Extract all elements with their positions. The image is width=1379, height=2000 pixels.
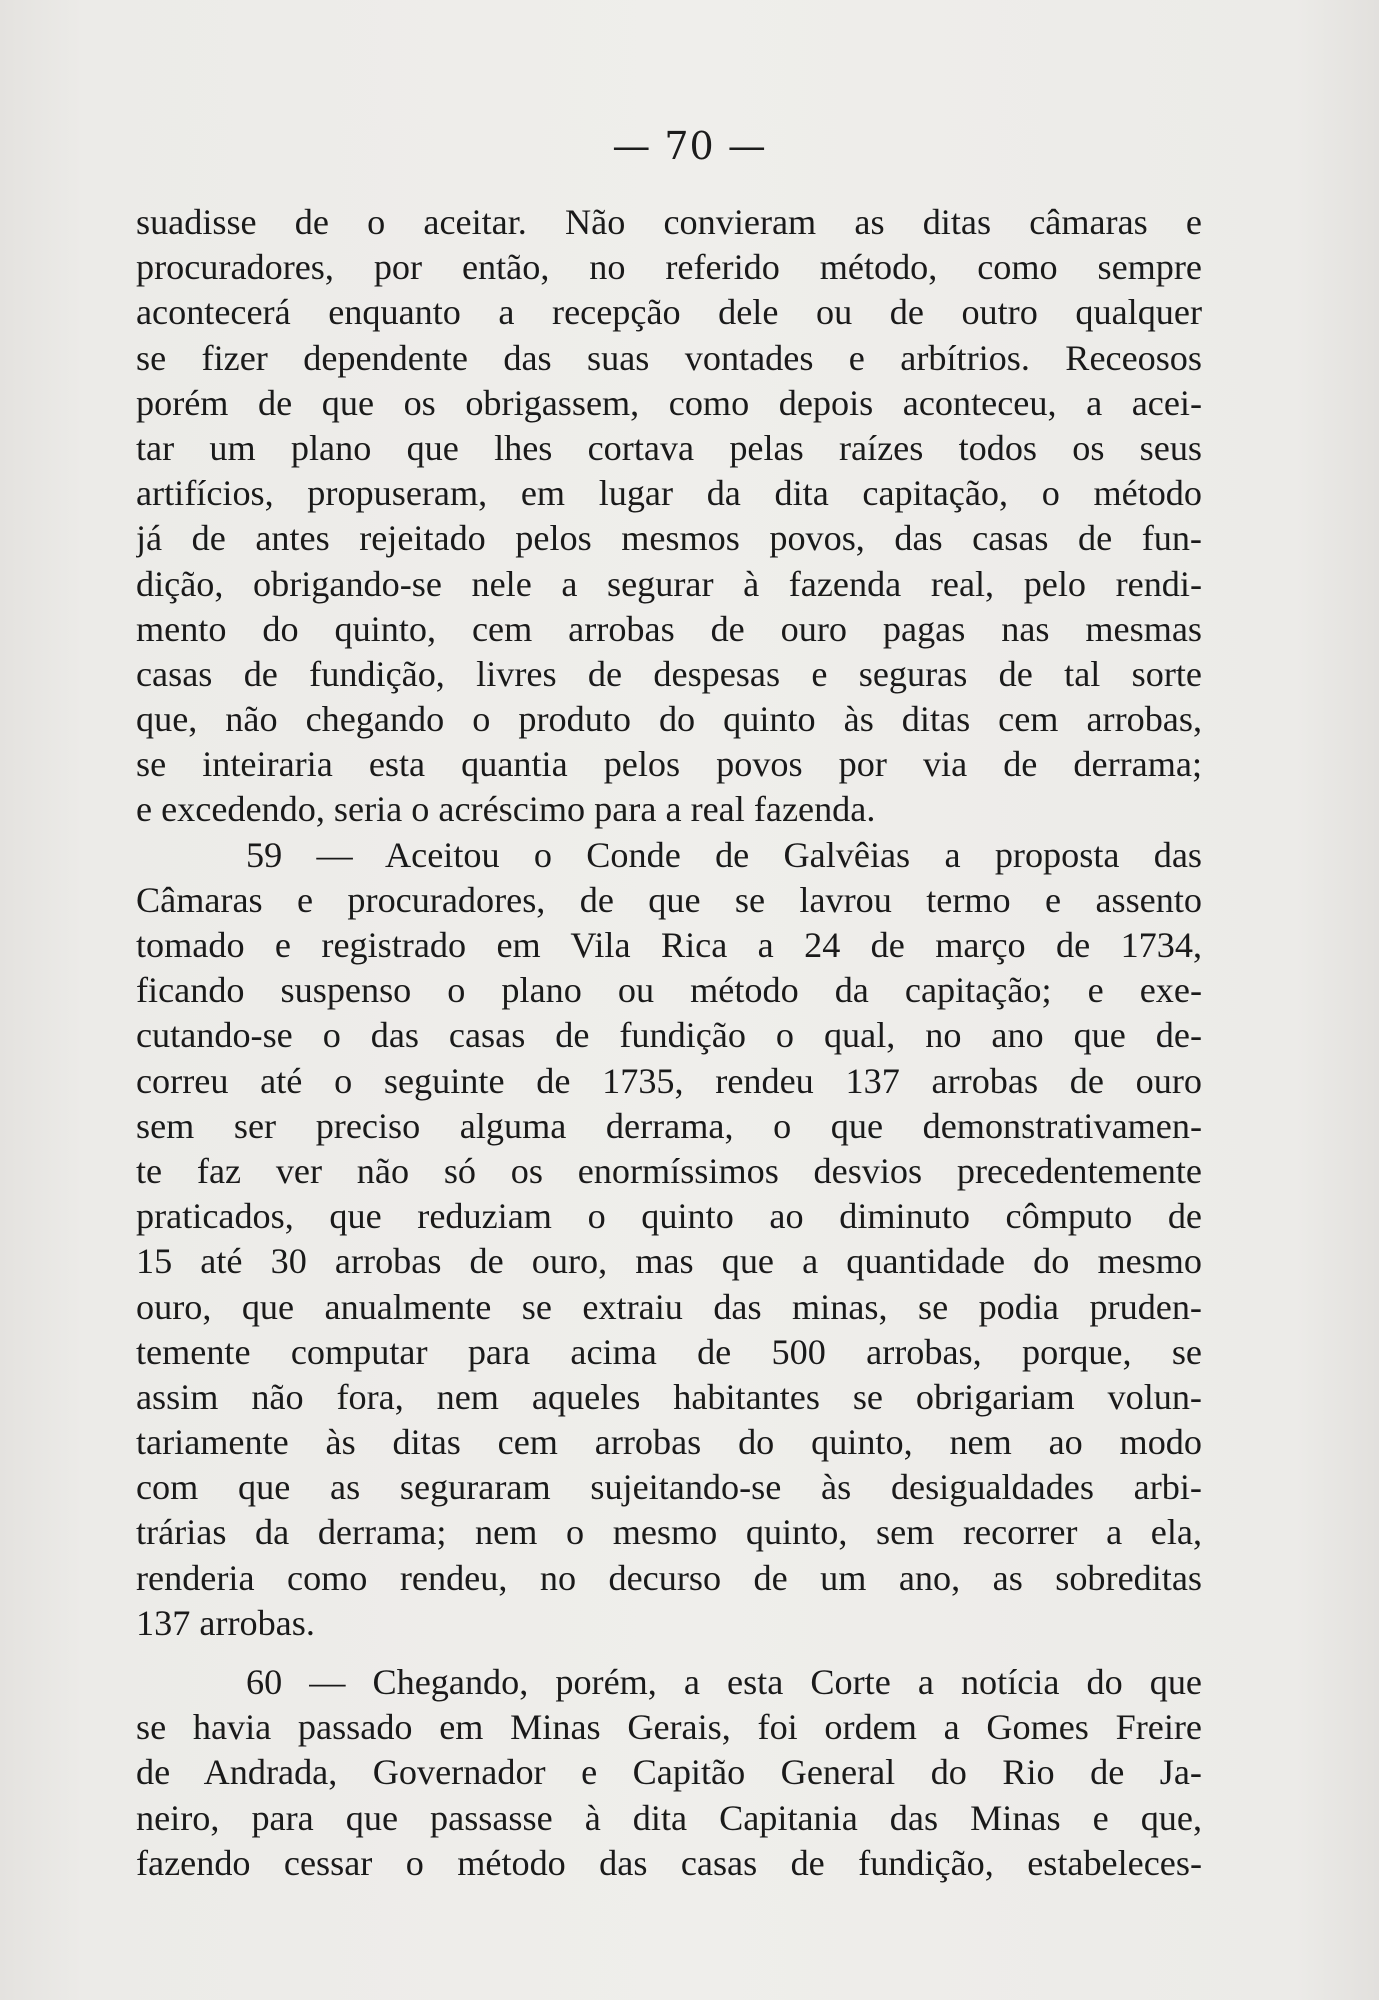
text-line: 15 até 30 arrobas de ouro, mas que a quantidade do mesmo — [136, 1241, 1202, 1282]
text-line: ouro, que anualmente se extraiu das minas, se podia pruden- — [136, 1286, 1202, 1327]
paragraph-60-start: 60 — Chegando, porém, a esta Corte a notícia do que — [246, 1662, 1202, 1702]
text-line: neiro, para que passasse à dita Capitania das Minas e que, — [136, 1797, 1202, 1838]
text-line: que, não chegando o produto do quinto às ditas cem arrobas, — [136, 699, 1202, 740]
text-line: porém de que os obrigassem, como depois aconteceu, a acei- — [136, 382, 1202, 423]
text-line: Câmaras e procuradores, de que se lavrou termo e assento — [136, 879, 1202, 920]
text-line: temente computar para acima de 500 arrobas, porque, se — [136, 1331, 1202, 1372]
text-line: praticados, que reduziam o quinto ao diminuto cômputo de — [136, 1196, 1202, 1237]
text-line: procuradores, por então, no referido método, como sempre — [136, 247, 1202, 288]
text-line: renderia como rendeu, no decurso de um ano, as sobreditas — [136, 1557, 1202, 1598]
text-line: sem ser preciso alguma derrama, o que demonstrativamen- — [136, 1105, 1202, 1146]
text-line: com que as seguraram sujeitando-se às desigualdades arbi- — [136, 1467, 1202, 1508]
text-line: dição, obrigando-se nele a segurar à fazenda real, pelo rendi- — [136, 563, 1202, 604]
text-line: se fizer dependente das suas vontades e arbítrios. Receosos — [136, 337, 1202, 378]
text-line: correu até o seguinte de 1735, rendeu 137 arrobas de ouro — [136, 1060, 1202, 1101]
page-number: — 70 — — [612, 124, 767, 168]
text-line: de Andrada, Governador e Capitão General do Rio de Ja- — [136, 1752, 1202, 1793]
text-line: já de antes rejeitado pelos mesmos povos, das casas de fun- — [136, 518, 1202, 559]
text-line: se havia passado em Minas Gerais, foi ordem a Gomes Freire — [136, 1707, 1202, 1748]
paragraph-gap — [136, 1646, 1202, 1660]
text-line: artifícios, propuseram, em lugar da dita capitação, o método — [136, 473, 1202, 514]
text-line: suadisse de o aceitar. Não convieram as ditas câmaras e — [136, 202, 1202, 242]
paragraph-59-start: 59 — Aceitou o Conde de Galvêias a proposta das — [246, 834, 1202, 875]
text-line: tomado e registrado em Vila Rica a 24 de março de 1734, — [136, 925, 1202, 965]
text-line: ficando suspenso o plano ou método da capitação; e exe- — [136, 970, 1202, 1011]
text-line: trárias da derrama; nem o mesmo quinto, sem recorrer a ela, — [136, 1512, 1202, 1553]
text-line: acontecerá enquanto a recepção dele ou de outro qualquer — [136, 292, 1202, 333]
text-line: assim não fora, nem aqueles habitantes se obrigariam volun- — [136, 1376, 1202, 1417]
text-line: mento do quinto, cem arrobas de ouro pagas nas mesmas — [136, 608, 1202, 649]
text-line: se inteiraria esta quantia pelos povos por via de derrama; — [136, 744, 1202, 785]
text-line: 137 arrobas. — [136, 1602, 315, 1643]
body-text — [136, 200, 1202, 1886]
text-line: tariamente às ditas cem arrobas do quinto, nem ao modo — [136, 1422, 1202, 1463]
text-line: casas de fundição, livres de despesas e seguras de tal sorte — [136, 653, 1202, 694]
text-line: te faz ver não só os enormíssimos desvios precedentemente — [136, 1150, 1202, 1191]
text-line: fazendo cessar o método das casas de fundição, estabeleces- — [136, 1842, 1202, 1883]
text-line: e excedendo, seria o acréscimo para a real fazenda. — [136, 789, 876, 830]
text-line: tar um plano que lhes cortava pelas raízes todos os seus — [136, 427, 1202, 468]
text-line: cutando-se o das casas de fundição o qual, no ano que de- — [136, 1015, 1202, 1056]
